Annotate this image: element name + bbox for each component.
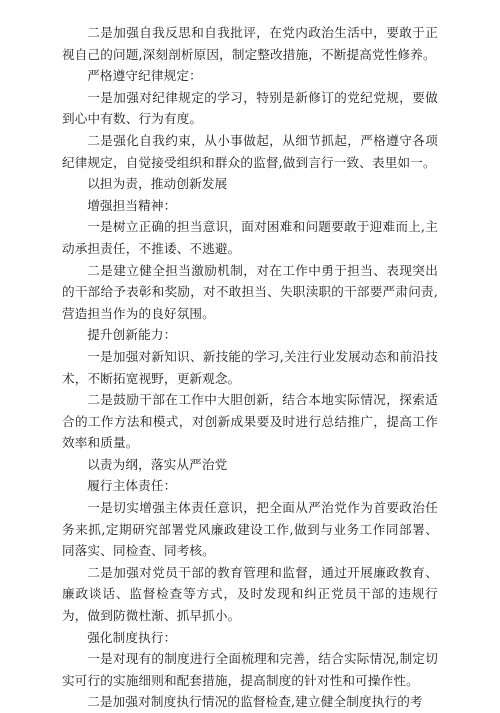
paragraph-system-review: 一是对现有的制度进行全面梳理和完善，结合实际情况,制定切实可行的实施细则和配套措施，提高制度的针对性和可操作性。 <box>62 651 438 688</box>
paragraph-education-supervision: 二是加强对党员干部的教育管理和监督，通过开展廉政教育、廉政谈话、监督检查等方式，及时发现和纠正党员干部的违规行为，做到防微杜渐、抓早抓小。 <box>62 564 438 624</box>
paragraph-responsibility-awareness-2: 一是切实增强主体责任意识，把全面从严治党作为首要政治任务来抓,定期研究部署党风廉政建设工作,做到与业务工作同部署、同落实、同检查、同考核。 <box>62 500 438 559</box>
paragraph-discipline-study: 一是加强对纪律规定的学习，特别是新修订的党纪党规，要做到心中有数、行为有度。 <box>62 89 438 127</box>
paragraph-incentive-mechanism: 二是建立健全担当激励机制，对在工作中勇于担当、表现突出的干部给予表彰和奖励，对不敢担当、失职渎职的干部要严肃问责,营造担当作为的良好氛围。 <box>62 262 438 321</box>
section-heading-strict-governance: 以责为纲，落实从严治党 <box>87 456 228 472</box>
paragraph-encourage-innovation: 二是鼓励干部在工作中大胆创新，结合本地实际情况，探索适合的工作方法和模式，对创新成果要及时进行总结推广，提高工作效率和质量。 <box>62 392 438 451</box>
paragraph-self-restraint: 二是强化自我约束，从小事做起，从细节抓起，严格遵守各项纪律规定，自觉接受组织和群众的监督,做到言行一致、表里如一。 <box>62 132 438 170</box>
paragraph-system-inspection: 二是加强对制度执行情况的监督检查,建立健全制度执行的考 <box>87 694 423 710</box>
paragraph-new-knowledge: 一是加强对新知识、新技能的学习,关注行业发展动态和前沿技术，不断拓宽视野，更新观念。 <box>62 348 438 386</box>
document-body <box>62 22 438 713</box>
heading-discipline: 严格遵守纪律规定： <box>87 68 202 84</box>
paragraph-responsibility-awareness: 一是树立正确的担当意识，面对困难和问题要敢于迎难而上,主动承担责任，不推诿、不逃避。 <box>62 219 438 256</box>
paragraph-self-criticism: 二是加强自我反思和自我批评，在党内政治生活中，要敢于正视自己的问题,深刻剖析原因，制定整改措施，不断提高党性修养。 <box>62 25 438 62</box>
section-heading-innovation: 以担为责，推动创新发展 <box>87 176 228 192</box>
heading-innovation-ability: 提升创新能力： <box>87 327 177 343</box>
heading-main-responsibility: 履行主体责任： <box>87 478 177 494</box>
heading-system-execution: 强化制度执行： <box>87 629 177 645</box>
heading-responsibility-spirit: 增强担当精神： <box>87 197 177 213</box>
